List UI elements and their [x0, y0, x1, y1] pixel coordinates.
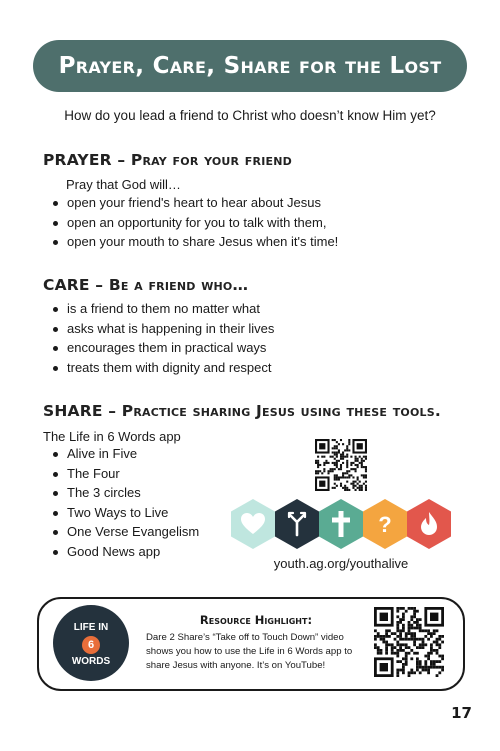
list-item: asks what is happening in their lives [45, 319, 274, 339]
list-item: The 3 circles [45, 483, 199, 503]
tool-icon-row [230, 498, 452, 550]
share-lead: The Life in 6 Words app [43, 429, 181, 444]
resource-text: Dare 2 Share’s “Take off to Touch Down” video shows you how to use the Life in 6 Words app to share Jesus with anyone. It’s on YouTube! [146, 632, 353, 671]
intro-text: How do you lead a friend to Christ who doesn’t know Him yet? [64, 108, 436, 123]
fork-arrow-icon[interactable] [274, 498, 320, 550]
page-number: 17 [451, 704, 472, 722]
qr-code-icon[interactable] [374, 607, 444, 677]
flame-icon[interactable] [406, 498, 452, 550]
life-in-6-words-logo [53, 605, 129, 681]
list-item: open an opportunity for you to talk with them, [45, 213, 338, 233]
list-item: encourages them in practical ways [45, 338, 274, 358]
page-title: Prayer, Care, Share for the Lost [58, 53, 442, 79]
list-item: open your mouth to share Jesus when it's time! [45, 232, 338, 252]
share-heading: SHARE – Practice sharing Jesus using these tools. [43, 402, 441, 420]
heart-icon[interactable] [230, 498, 276, 550]
list-item: The Four [45, 464, 199, 484]
care-heading: CARE – Be a friend who… [43, 276, 249, 294]
title-banner [33, 40, 467, 92]
cross-icon[interactable] [318, 498, 364, 550]
question-icon[interactable] [362, 498, 408, 550]
website-link[interactable]: youth.ag.org/youthalive [273, 556, 409, 571]
prayer-list [45, 193, 338, 252]
list-item: Good News app [45, 542, 199, 562]
logo-line-3: WORDS [71, 656, 111, 667]
care-list [45, 299, 274, 377]
prayer-heading: PRAYER – Pray for your friend [43, 151, 292, 169]
list-item: Alive in Five [45, 444, 199, 464]
list-item: One Verse Evangelism [45, 522, 199, 542]
qr-code-icon[interactable] [315, 439, 367, 491]
svg-text:?: ? [378, 512, 392, 537]
prayer-lead: Pray that God will… [66, 177, 181, 192]
list-item: treats them with dignity and respect [45, 358, 274, 378]
resource-title: Resource Highlight: [199, 613, 313, 627]
list-item: open your friend's heart to hear about Jesus [45, 193, 338, 213]
logo-number: 6 [82, 636, 100, 654]
list-item: is a friend to them no matter what [45, 299, 274, 319]
share-list [45, 444, 199, 561]
logo-line-1: LIFE IN [73, 622, 109, 633]
list-item: Two Ways to Live [45, 503, 199, 523]
